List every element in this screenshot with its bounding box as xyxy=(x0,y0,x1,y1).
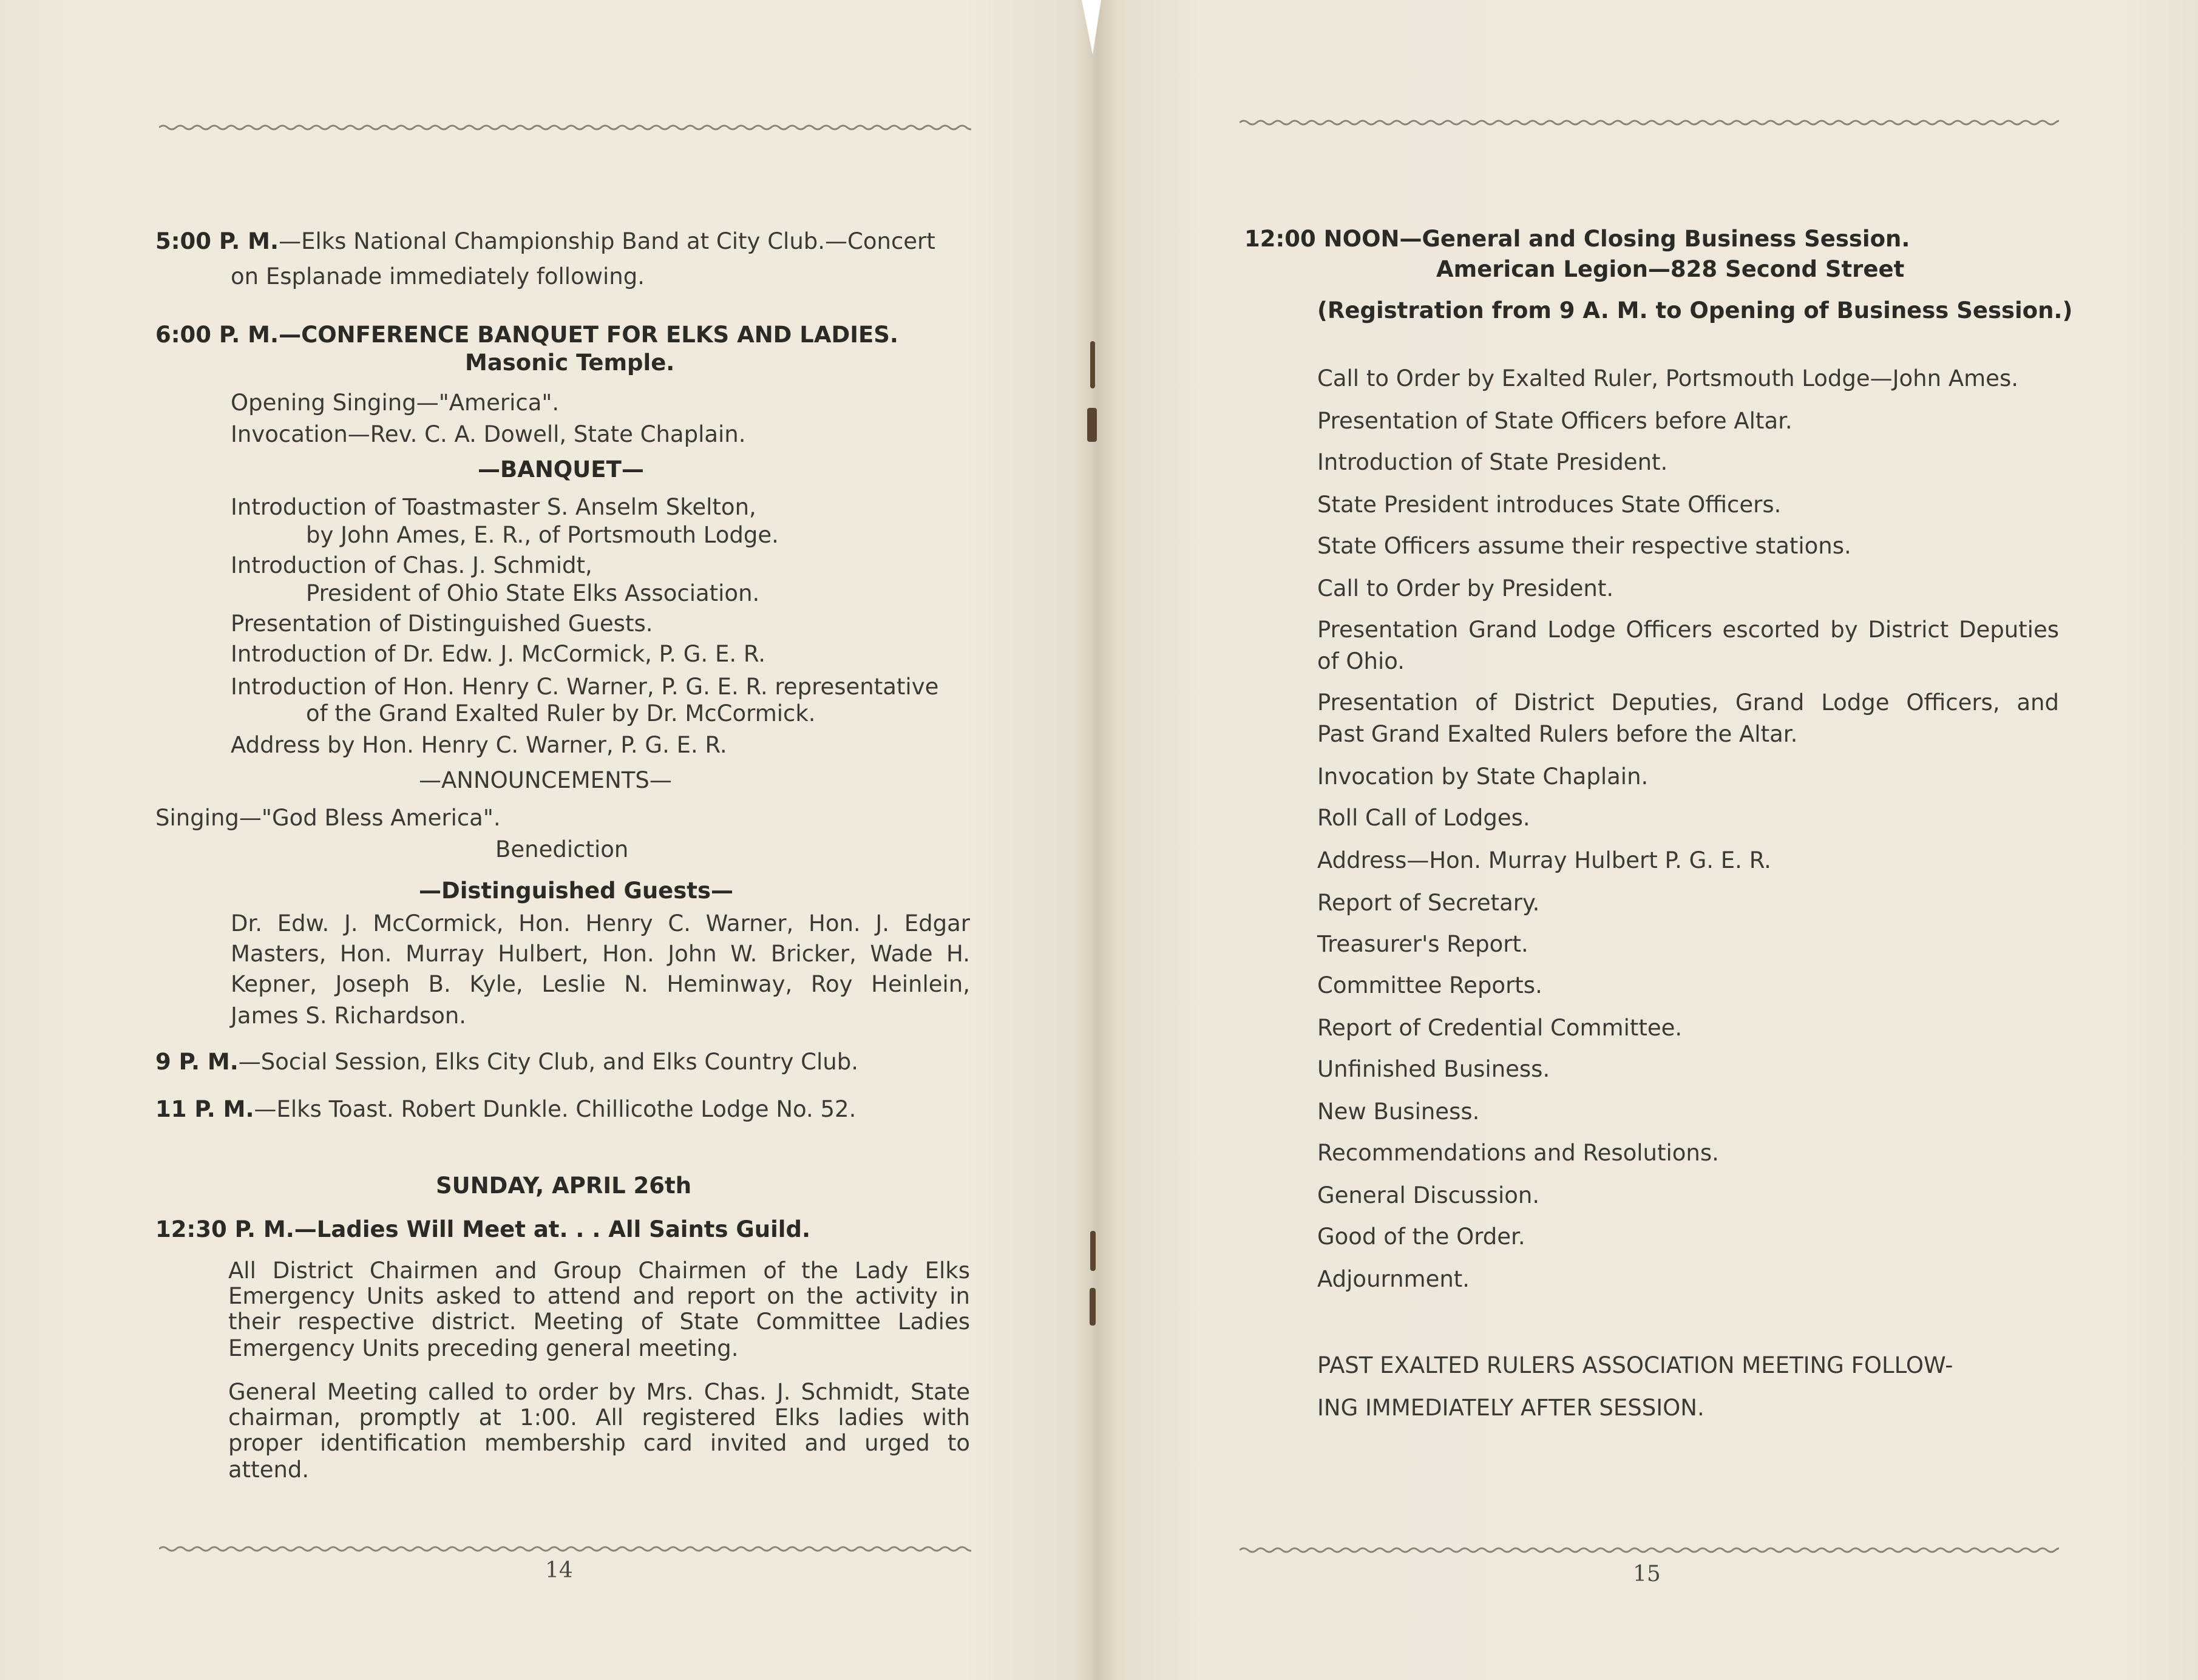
ornament-rule-top-left xyxy=(159,120,971,135)
agenda-item: New Business. xyxy=(1317,1099,1480,1125)
agenda-item: Unfinished Business. xyxy=(1317,1056,1550,1082)
entry-heading: —Ladies Will Meet at. . . All Saints Guild. xyxy=(294,1216,811,1242)
agenda-item: Report of Secretary. xyxy=(1317,890,1540,916)
banquet-item: Introduction of Dr. Edw. J. McCormick, P. G. E. R. xyxy=(231,641,765,667)
agenda-item: Report of Credential Committee. xyxy=(1317,1015,1683,1041)
banquet-item: of the Grand Exalted Ruler by Dr. McCormick. xyxy=(306,700,816,727)
banquet-item: Introduction of Hon. Henry C. Warner, P. G. E. R. representative xyxy=(231,674,939,700)
entry-heading: —General and Closing Business Session. xyxy=(1399,226,1910,252)
agenda-item: Address—Hon. Murray Hulbert P. G. E. R. xyxy=(1317,847,1771,873)
guests-line: Dr. Edw. J. McCormick, Hon. Henry C. Warner, Hon. J. Edgar xyxy=(231,910,970,937)
time-label: 5:00 P. M. xyxy=(155,228,279,254)
meeting-paragraph-line: attend. xyxy=(228,1457,310,1483)
guests-heading: —Distinguished Guests— xyxy=(419,878,733,904)
closing-singing: Singing—"God Bless America". xyxy=(155,805,501,831)
entry-11pm xyxy=(155,1096,856,1123)
ladies-paragraph-line: Emergency Units asked to attend and report on the activity in xyxy=(228,1283,970,1309)
entry-noon xyxy=(1244,226,1910,252)
agenda-item: Presentation of District Deputies, Grand Lodge Officers, and xyxy=(1317,689,2059,716)
meeting-paragraph-line: proper identification membership card invited and urged to xyxy=(228,1430,970,1456)
guests-line: James S. Richardson. xyxy=(231,1003,467,1029)
entry-9pm xyxy=(155,1049,858,1075)
agenda-item: Good of the Order. xyxy=(1317,1224,1525,1250)
staple-top-2 xyxy=(1087,408,1097,442)
agenda-item: of Ohio. xyxy=(1317,648,1405,674)
entry-500pm-continued: on Esplanade immediately following. xyxy=(231,263,645,290)
agenda-item: Presentation Grand Lodge Officers escorted by District Deputies xyxy=(1317,617,2059,643)
entry-1230pm xyxy=(155,1216,810,1243)
banquet-item: by John Ames, E. R., of Portsmouth Lodge. xyxy=(306,522,779,548)
sunday-heading: SUNDAY, APRIL 26th xyxy=(436,1173,692,1199)
guests-line: Masters, Hon. Murray Hulbert, Hon. John W. Bricker, Wade H. xyxy=(231,941,970,967)
benediction: Benediction xyxy=(495,836,629,862)
agenda-item: Roll Call of Lodges. xyxy=(1317,805,1530,831)
closing-note: PAST EXALTED RULERS ASSOCIATION MEETING FOLLOW- xyxy=(1317,1352,1953,1378)
ornament-rule-top-right xyxy=(1240,115,2059,130)
agenda-item: Call to Order by President. xyxy=(1317,575,1614,601)
agenda-item: Call to Order by Exalted Ruler, Portsmouth Lodge—John Ames. xyxy=(1317,365,2018,391)
entry-text: —Elks Toast. Robert Dunkle. Chillicothe Lodge No. 52. xyxy=(254,1096,856,1122)
agenda-item: State President introduces State Officers. xyxy=(1317,492,1782,518)
banquet-venue: Masonic Temple. xyxy=(465,350,675,376)
time-label: 9 P. M. xyxy=(155,1049,239,1075)
ornament-rule-bottom-right xyxy=(1240,1543,2059,1557)
agenda-item: Adjournment. xyxy=(1317,1266,1470,1292)
agenda-item: State Officers assume their respective stations. xyxy=(1317,533,1851,559)
meeting-paragraph-line: chairman, promptly at 1:00. All registered Elks ladies with xyxy=(228,1404,970,1431)
agenda-item: Past Grand Exalted Rulers before the Altar. xyxy=(1317,721,1798,747)
time-label: 12:30 P. M. xyxy=(155,1216,294,1242)
agenda-item: Presentation of State Officers before Altar. xyxy=(1317,408,1793,434)
ladies-paragraph-line: their respective district. Meeting of State Committee Ladies xyxy=(228,1309,970,1335)
banquet-item: Presentation of Distinguished Guests. xyxy=(231,611,653,637)
announcements-heading: —ANNOUNCEMENTS— xyxy=(419,767,672,793)
agenda-item: Recommendations and Resolutions. xyxy=(1317,1140,1719,1166)
staple-bottom-2 xyxy=(1090,1288,1096,1326)
invocation: Invocation—Rev. C. A. Dowell, State Chaplain. xyxy=(231,421,746,447)
ladies-paragraph-line: Emergency Units preceding general meeting. xyxy=(228,1335,739,1361)
entry-text: —Elks National Championship Band at City Club.—Concert xyxy=(279,228,935,254)
closing-note: ING IMMEDIATELY AFTER SESSION. xyxy=(1317,1395,1704,1421)
registration-note: (Registration from 9 A. M. to Opening of Business Session.) xyxy=(1317,297,2073,323)
page-number: 14 xyxy=(545,1558,573,1583)
meeting-paragraph-line: General Meeting called to order by Mrs. Chas. J. Schmidt, State xyxy=(228,1379,970,1405)
entry-heading: —CONFERENCE BANQUET FOR ELKS AND LADIES. xyxy=(279,322,898,348)
torn-notch xyxy=(1079,0,1104,55)
ladies-paragraph-line: All District Chairmen and Group Chairmen of the Lady Elks xyxy=(228,1258,970,1284)
banquet-item: Address by Hon. Henry C. Warner, P. G. E. R. xyxy=(231,732,727,758)
time-label: 11 P. M. xyxy=(155,1096,254,1122)
time-label: 6:00 P. M. xyxy=(155,322,279,348)
banquet-item: President of Ohio State Elks Association. xyxy=(306,580,760,606)
banquet-heading: —BANQUET— xyxy=(478,456,644,483)
session-location: American Legion—828 Second Street xyxy=(1436,256,1905,282)
agenda-item: Invocation by State Chaplain. xyxy=(1317,764,1649,790)
entry-600pm xyxy=(155,322,898,348)
guests-line: Kepner, Joseph B. Kyle, Leslie N. Heminway, Roy Heinlein, xyxy=(231,971,970,997)
staple-bottom-1 xyxy=(1090,1231,1096,1271)
agenda-item: General Discussion. xyxy=(1317,1182,1540,1208)
entry-text: —Social Session, Elks City Club, and Elks Country Club. xyxy=(238,1049,858,1075)
ornament-rule-bottom-left xyxy=(159,1542,971,1556)
agenda-item: Treasurer's Report. xyxy=(1317,931,1528,957)
agenda-item: Introduction of State President. xyxy=(1317,449,1668,475)
entry-500pm xyxy=(155,228,935,255)
banquet-item: Introduction of Toastmaster S. Anselm Skelton, xyxy=(231,494,756,520)
page-number: 15 xyxy=(1633,1562,1661,1587)
agenda-item: Committee Reports. xyxy=(1317,972,1542,998)
staple-top-1 xyxy=(1090,341,1095,388)
banquet-item: Introduction of Chas. J. Schmidt, xyxy=(231,552,592,578)
opening-singing: Opening Singing—"America". xyxy=(231,390,560,416)
time-label: 12:00 NOON xyxy=(1244,226,1400,252)
book-gutter xyxy=(1074,0,1117,1680)
